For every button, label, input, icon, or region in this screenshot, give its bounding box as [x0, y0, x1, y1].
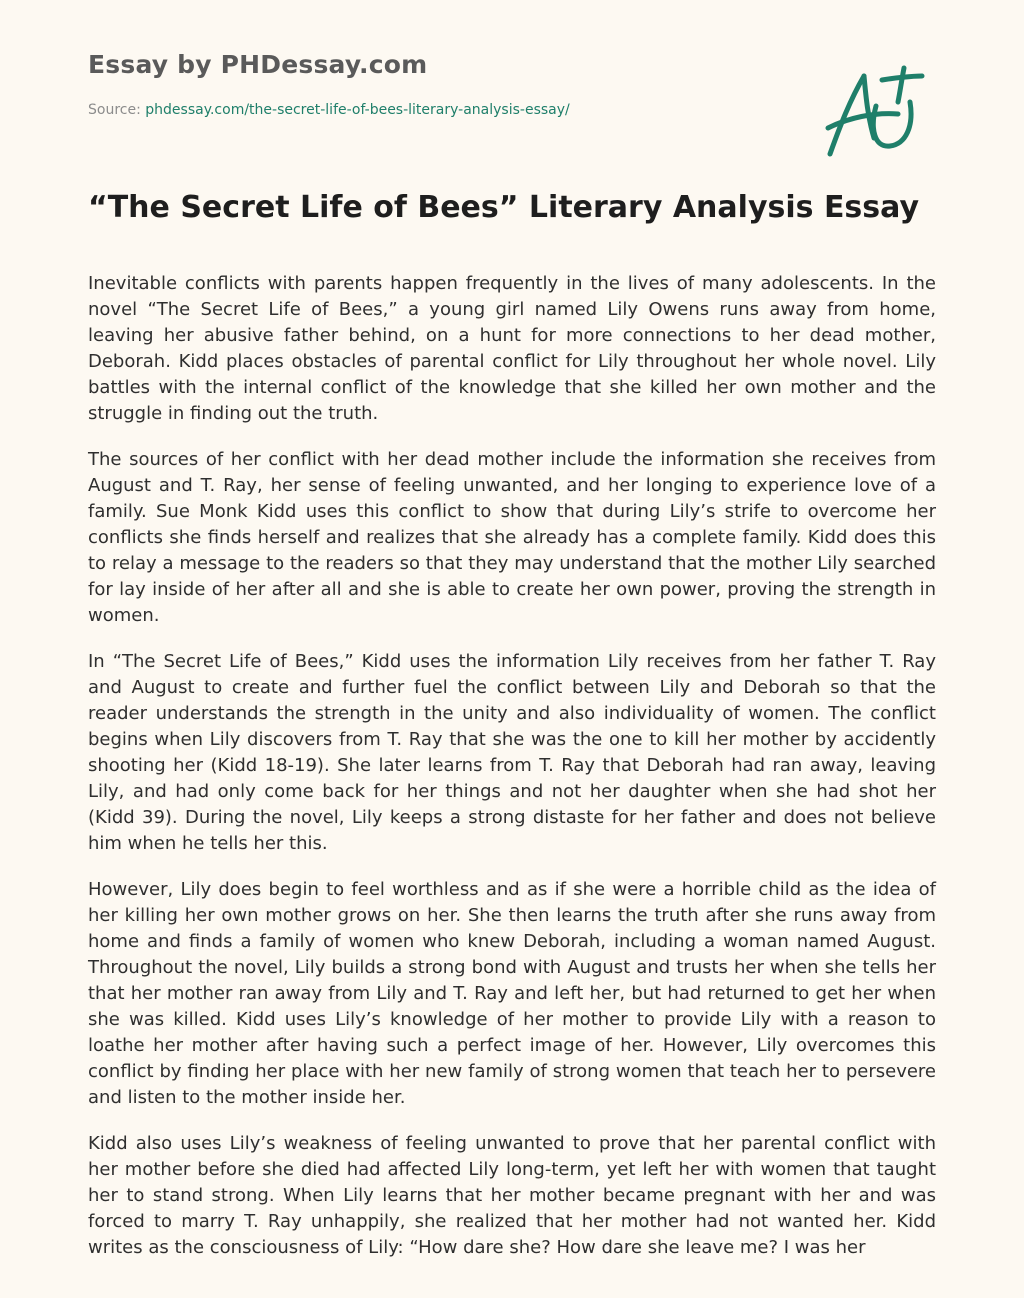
source-line	[88, 102, 570, 118]
essay-paragraph: The sources of her conflict with her dead mother include the information she receives from August and T. Ray, her sense of feeling unwanted, and her longing to experience love of a family. Sue Monk Kidd uses this conflict to show that during Lily’s strife to overcome her conflicts she finds herself and realizes that she already has a complete family. Kidd does this to relay a message to the readers so that they may understand that the mother Lily searched for lay inside of her after all and she is able to create her own power, proving the strength in women.	[88, 449, 936, 626]
essay-body	[88, 271, 936, 1281]
source-link[interactable]: phdessay.com/the-secret-life-of-bees-literary-analysis-essay/	[145, 102, 570, 118]
essay-paragraph: Kidd also uses Lily’s weakness of feeling unwanted to prove that her parental conflict with her mother before she died had affected Lily long-term, yet left her with women that taught her to stand strong. When Lily learns that her mother became pregnant with her and was forced to marry T. Ray unhappily, she realized that her mother had not wanted her. Kidd writes as the consciousness of Lily: “How dare she? How dare she leave me? I was her	[88, 1133, 936, 1258]
essay-paragraph: In “The Secret Life of Bees,” Kidd uses the information Lily receives from her father T. Ray and August to create and further fuel the conflict between Lily and Deborah so that the reader understands the strength in the unity and also individuality of women. The conflict begins when Lily discovers from T. Ray that she was the one to kill her mother by accidently shooting her (Kidd 18-19). She later learns from T. Ray that Deborah had ran away, leaving Lily, and had only come back for her things and not her daughter when she had shot her (Kidd 39). During the novel, Lily keeps a strong distaste for her father and does not believe him when he tells her this.	[88, 651, 936, 854]
site-brand: Essay by PHDessay.com	[88, 50, 428, 79]
source-label: Source:	[88, 102, 146, 118]
essay-paragraph: Inevitable conflicts with parents happen frequently in the lives of many adolescents. In the novel “The Secret Life of Bees,” a young girl named Lily Owens runs away from home, leaving her abusive father behind, on a hunt for more connections to her dead mother, Deborah. Kidd places obstacles of parental conflict for Lily throughout her whole novel. Lily battles with the internal conflict of the knowledge that she killed her own mother and the struggle in finding out the truth.	[88, 273, 936, 424]
a-plus-logo-icon	[818, 62, 930, 162]
essay-title: “The Secret Life of Bees” Literary Analysis Essay	[88, 190, 920, 225]
essay-paragraph: However, Lily does begin to feel worthless and as if she were a horrible child as the idea of her killing her own mother grows on her. She then learns the truth after she runs away from home and finds a family of women who knew Deborah, including a woman named August. Throughout the novel, Lily builds a strong bond with August and trusts her when she tells her that her mother ran away from Lily and T. Ray and left her, but had returned to get her when she was killed. Kidd uses Lily’s knowledge of her mother to provide Lily with a reason to loathe her mother after having such a perfect image of her. However, Lily overcomes this conflict by finding her place with her new family of strong women that teach her to persevere and listen to the mother inside her.	[88, 879, 936, 1108]
